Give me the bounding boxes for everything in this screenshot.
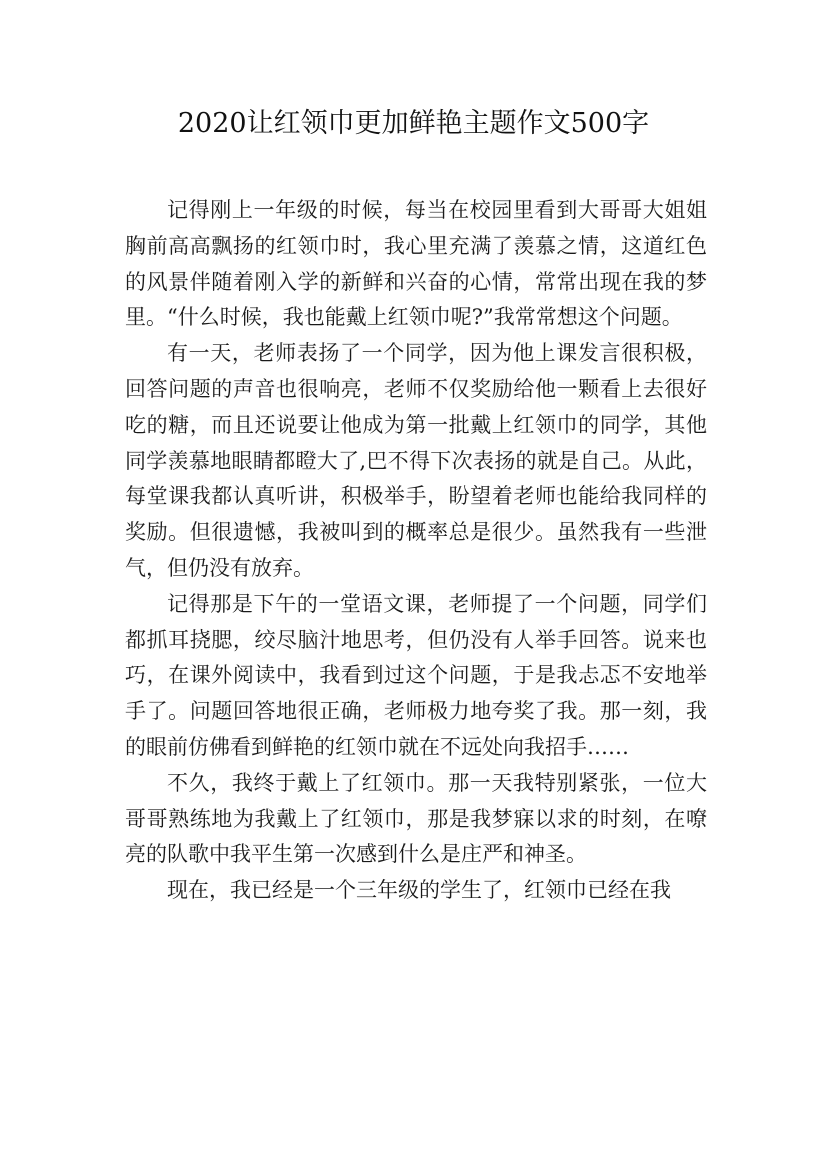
paragraph-3: 记得那是下午的一堂语文课，老师提了一个问题，同学们都抓耳挠腮，绞尽脑汁地思考，但仍没有人举手回答。说来也巧，在课外阅读中，我看到过这个问题，于是我忐忑不安地举手了。问题回答地很正确，老师极力地夸奖了我。那一刻，我的眼前仿佛看到鲜艳的红领巾就在不远处向我招手…… bbox=[125, 591, 707, 759]
paragraph-2: 有一天，老师表扬了一个同学，因为他上课发言很积极，回答问题的声音也很响亮，老师不仅奖励给他一颗看上去很好吃的糖，而且还说要让他成为第一批戴上红领巾的同学，其他同学羡慕地眼睛都瞪大了,巴不得下次表扬的就是自己。从此，每堂课我都认真听讲，积极举手，盼望着老师也能给我同样的奖励。但很遗憾，我被叫到的概率总是很少。虽然我有一些泄气，但仍没有放弃。 bbox=[125, 341, 707, 580]
paragraph-4: 不久，我终于戴上了红领巾。那一天我特别紧张，一位大哥哥熟练地为我戴上了红领巾，那是我梦寐以求的时刻，在嘹亮的队歌中我平生第一次感到什么是庄严和神圣。 bbox=[125, 770, 707, 867]
essay-body bbox=[125, 193, 707, 909]
document-title: 2020让红领巾更加鲜艳主题作文500字 bbox=[177, 108, 650, 139]
paragraph-5: 现在，我已经是一个三年级的学生了，红领巾已经在我 bbox=[167, 878, 671, 903]
paragraph-1: 记得刚上一年级的时候，每当在校园里看到大哥哥大姐姐胸前高高飘扬的红领巾时，我心里充满了羡慕之情，这道红色的风景伴随着刚入学的新鲜和兴奋的心情，常常出现在我的梦里。“什么时候，我也能戴上红领巾呢?”我常常想这个问题。 bbox=[125, 198, 707, 330]
